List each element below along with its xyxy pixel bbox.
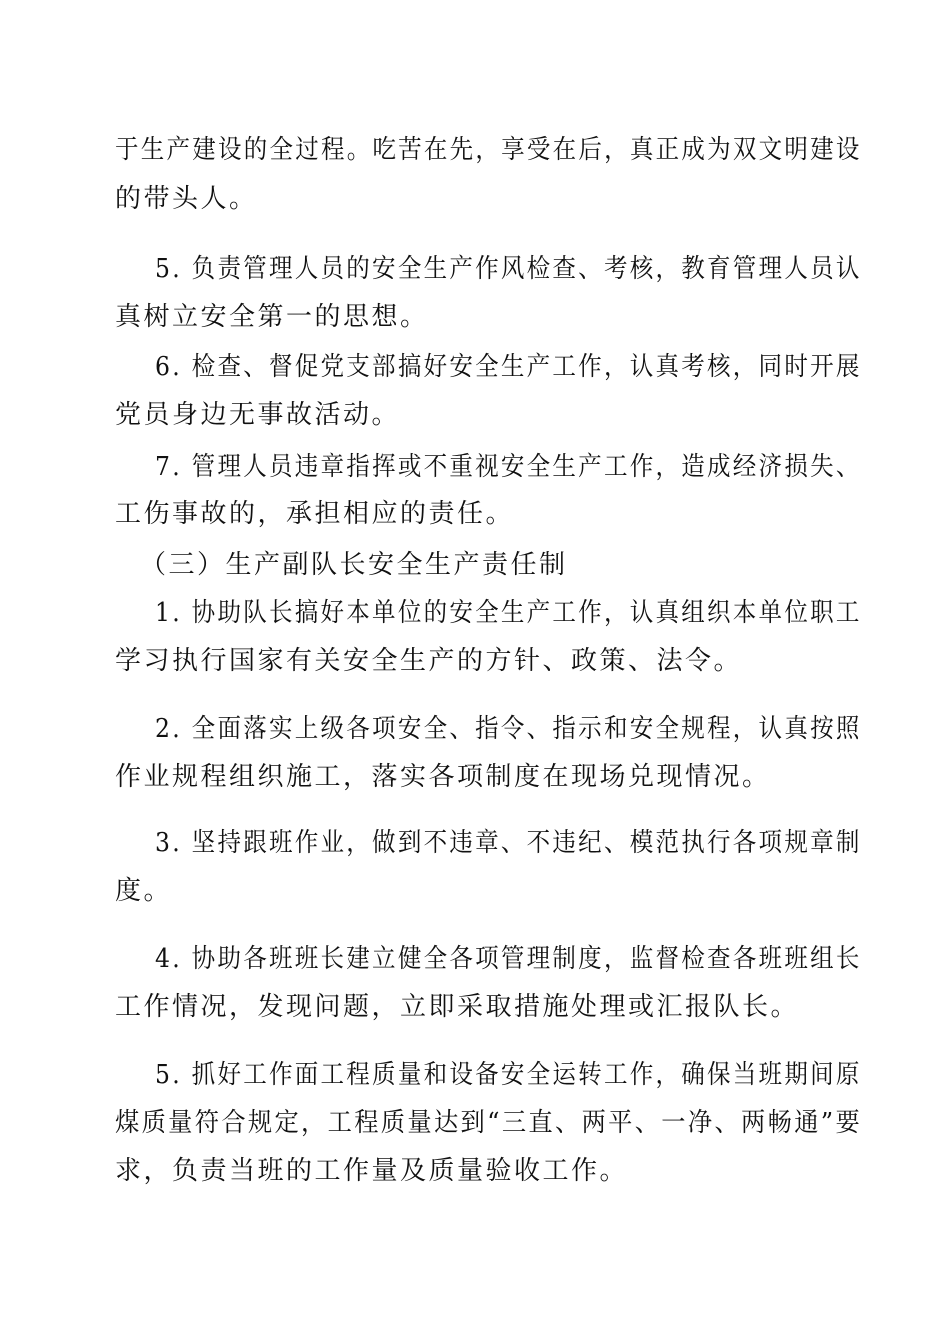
paragraph-line: 的带头人。 (115, 184, 258, 214)
list-item-line: 3. 坚持跟班作业，做到不违章、不违纪、模范执行各项规章制 (155, 828, 862, 858)
list-item-line: 1. 协助队长搞好本单位的安全生产工作，认真组织本单位职工 (155, 598, 862, 628)
paragraph-line: 于生产建设的全过程。吃苦在先，享受在后，真正成为双文明建设 (115, 135, 862, 165)
list-item-line: 7. 管理人员违章指挥或不重视安全生产工作，造成经济损失、 (155, 452, 862, 482)
list-item-line: 工伤事故的，承担相应的责任。 (115, 499, 515, 529)
list-item-line: 真树立安全第一的思想。 (115, 302, 429, 332)
list-item-line: 党员身边无事故活动。 (115, 400, 401, 430)
list-item-line: 煤质量符合规定，工程质量达到“三直、两平、一净、两畅通”要 (115, 1108, 863, 1138)
list-item-line: 5. 抓好工作面工程质量和设备安全运转工作，确保当班期间原 (155, 1060, 862, 1090)
list-item-line: 度。 (115, 876, 173, 906)
list-item-line: 作业规程组织施工，落实各项制度在现场兑现情况。 (115, 762, 771, 792)
list-item-line: 工作情况，发现问题，立即采取措施处理或汇报队长。 (115, 992, 800, 1022)
list-item-line: 4. 协助各班班长建立健全各项管理制度，监督检查各班班组长 (155, 944, 862, 974)
list-item-line: 5. 负责管理人员的安全生产作风检查、考核，教育管理人员认 (155, 254, 862, 284)
list-item-line: 2. 全面落实上级各项安全、指令、指示和安全规程，认真按照 (155, 714, 862, 744)
list-item-line: 6. 检查、督促党支部搞好安全生产工作，认真考核，同时开展 (155, 352, 862, 382)
section-heading: （三）生产副队长安全生产责任制 (140, 550, 568, 580)
list-item-line: 求，负责当班的工作量及质量验收工作。 (115, 1156, 629, 1186)
list-item-line: 学习执行国家有关安全生产的方针、政策、法令。 (115, 646, 743, 676)
